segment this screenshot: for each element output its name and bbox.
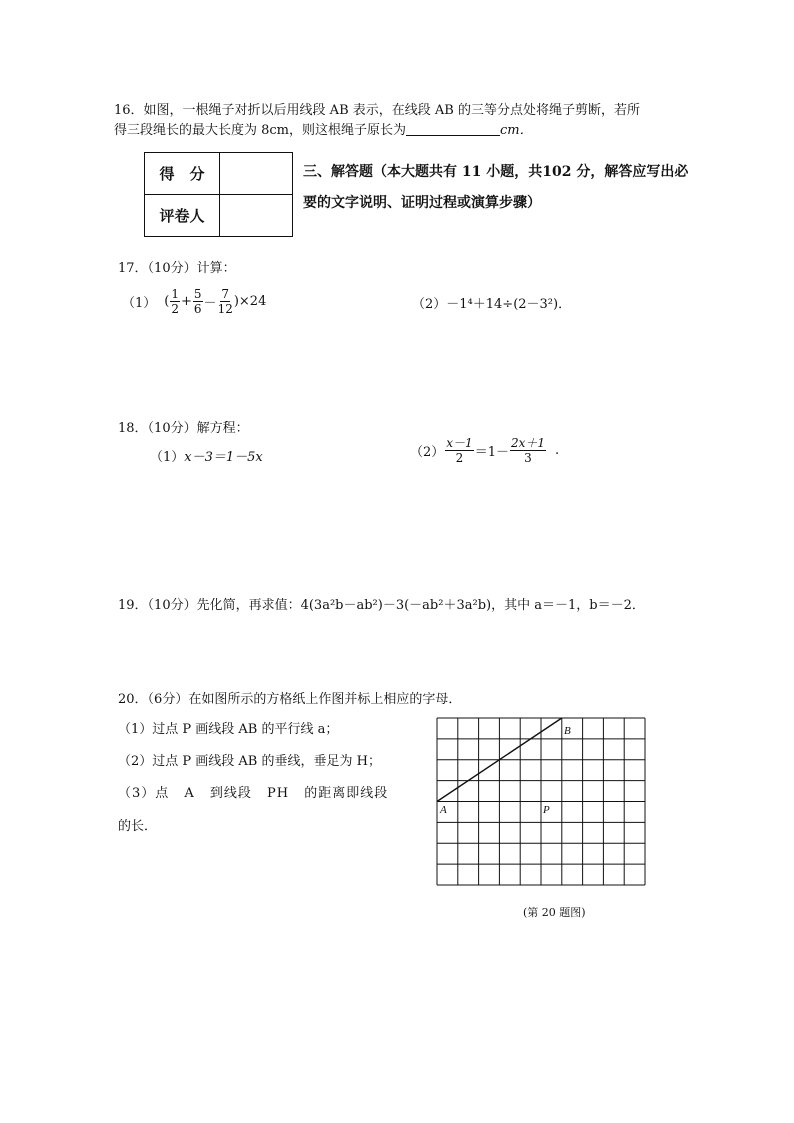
q20-step1: （1）过点 P 画线段 AB 的平行线 a； xyxy=(118,722,339,737)
q17-p2-expr: －1⁴＋14÷(2－3²)． xyxy=(446,297,572,312)
q18-p1-label: （1） xyxy=(150,450,185,465)
q18-p2-label: （2） xyxy=(410,445,445,460)
section-heading-line1: 三、解答题（本大题共有 11 小题，共102 分，解答应写出必 xyxy=(303,164,689,180)
q17-title: 17．（10分）计算： xyxy=(118,261,236,276)
grid-figure xyxy=(430,712,655,892)
q20-step3-cont: 的长． xyxy=(118,819,158,834)
score-table xyxy=(144,152,293,237)
q17-p1-label: （1） xyxy=(122,296,157,311)
answer-blank[interactable] xyxy=(406,123,500,136)
grader-cell[interactable] xyxy=(220,195,293,237)
q20-step3: （3）点 A 到线段 PH 的距离即线段 xyxy=(118,786,389,801)
label-a: A xyxy=(440,804,447,816)
q17-p1-tail: )×24 xyxy=(233,294,267,309)
q19-text: 19．（10分）先化简，再求值：4(3a²b－ab²)－3(－ab²＋3a²b)，其中 a＝－1，b＝－2． xyxy=(118,598,645,613)
q18-p2-tail: . xyxy=(555,443,560,458)
fraction: $\frac{7}{12}$ xyxy=(217,287,233,316)
score-cell[interactable] xyxy=(220,153,293,195)
q16-line1: 16．如图，一根绳子对折以后用线段 AB 表示，在线段 AB 的三等分点处将绳子剪断，若所 xyxy=(114,103,640,118)
q20-title: 20．（6分）在如图所示的方格纸上作图并标上相应的字母． xyxy=(118,692,462,707)
q18-title: 18．（10分）解方程： xyxy=(118,421,249,436)
q18-part1 xyxy=(150,446,263,465)
q17-p2-label: （2） xyxy=(412,297,447,312)
q17-part2 xyxy=(412,293,571,312)
figure-caption: (第 20 题图) xyxy=(523,906,586,919)
score-label: 得 分 xyxy=(145,153,220,195)
q20-step2: （2）过点 P 画线段 AB 的垂线，垂足为 H； xyxy=(118,754,381,769)
fraction: $\frac{x-1}{2}$ xyxy=(446,436,473,465)
label-b: B xyxy=(564,725,571,737)
section-heading-line2: 要的文字说明、证明过程或演算步骤） xyxy=(303,195,541,211)
q18-p1-expr: x－3＝1－5x xyxy=(184,450,263,465)
q17-part1: （1） ( $\frac{1}{2}$ + $\frac{5}{6}$ － $\frac{7}{12}$ )×24 xyxy=(122,287,267,316)
label-p: P xyxy=(543,804,550,816)
q18-p2-mid: ＝1－ xyxy=(474,445,509,460)
q16-line2-text: 得三段绳长的最大长度为 8cm，则这根绳子原长为 xyxy=(114,123,407,138)
fraction: $\frac{2x+1}{3}$ xyxy=(510,436,546,465)
q16-unit: cm． xyxy=(500,123,533,138)
fraction: $\frac{5}{6}$ xyxy=(193,287,202,316)
q18-part2 xyxy=(410,436,559,465)
grader-label: 评卷人 xyxy=(145,195,220,237)
q16-line2 xyxy=(114,119,533,138)
fraction: $\frac{1}{2}$ xyxy=(171,287,179,316)
